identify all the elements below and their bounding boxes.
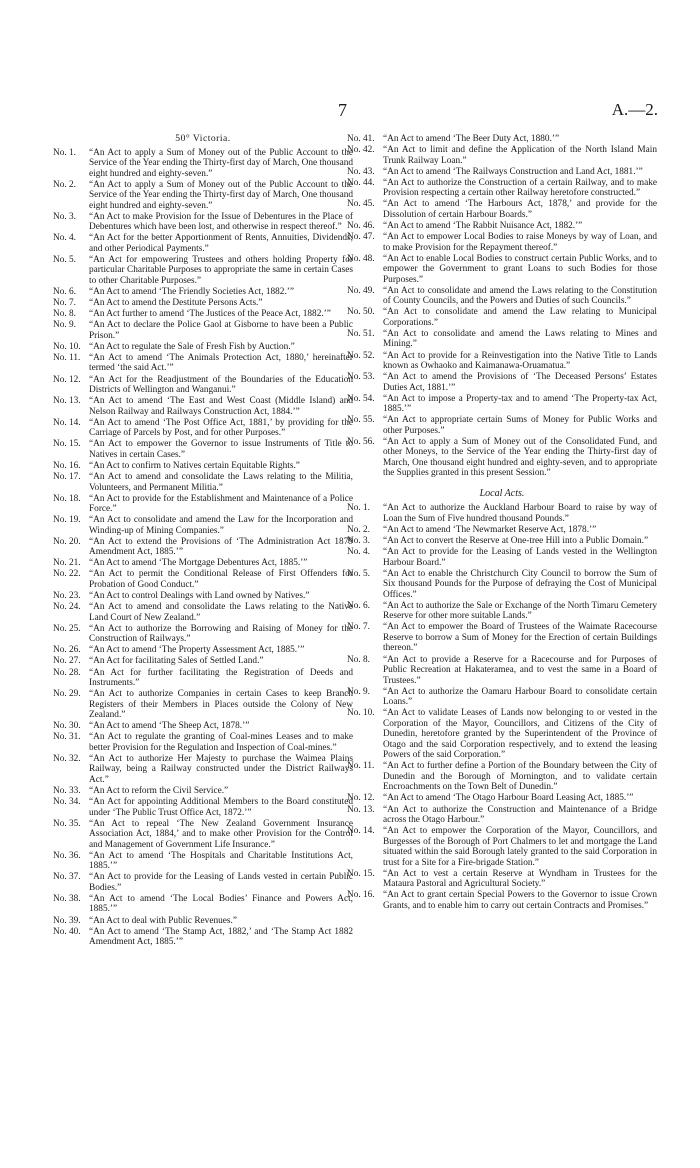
act-title: “An Act to impose a Property-tax and to amend ‘The Property-tax Act, 1885.’” xyxy=(383,393,657,415)
act-number: No. 3. xyxy=(347,536,370,547)
act-entry xyxy=(53,255,353,287)
act-number: No. 10. xyxy=(53,341,81,352)
act-entry xyxy=(53,148,353,180)
act-entry xyxy=(53,819,353,851)
act-entry xyxy=(53,602,353,623)
act-number: No. 35. xyxy=(53,818,81,829)
act-title: “An Act to empower the Board of Trustees of the Waimate Racecourse Reserve to borrow a Sum of Money for the Erection of certain Buildings thereon.” xyxy=(383,622,657,654)
act-number: No. 8. xyxy=(53,309,76,320)
act-title: “An Act to amend ‘The Otago Harbour Board Leasing Act, 1885.’” xyxy=(383,793,634,804)
act-number: No. 37. xyxy=(53,872,81,883)
act-number: No. 5. xyxy=(347,568,370,579)
act-title: “An Act to enable the Christchurch City Council to borrow the Sum of Six thousand Pounds for the Purpose of defraying the Cost of Municipal Offices.” xyxy=(383,568,657,600)
act-entry xyxy=(53,418,353,439)
act-title: “An Act to authorize the Sale or Exchange of the North Timaru Cemetery Reserve for other more suitable Lands.” xyxy=(383,600,657,622)
act-title: “An Act to authorize Her Majesty to purchase the Waimea Plains Railway, being a Railway constructed under the District Railways Act.” xyxy=(89,753,353,785)
right-column xyxy=(347,134,657,912)
act-entry xyxy=(53,797,353,818)
act-number: No. 51. xyxy=(347,328,375,339)
act-entry xyxy=(53,558,353,569)
act-entry xyxy=(53,624,353,645)
act-title: “An Act to apply a Sum of Money out of the Public Account to the Service of the Year ending the Thirty-first day of March, One thousand eight hundred and eighty-seven.” xyxy=(89,179,353,211)
act-number: No. 22. xyxy=(53,569,81,580)
act-number: No. 32. xyxy=(53,753,81,764)
act-title: “An Act to amend ‘The Property Assessment Act, 1885.’” xyxy=(89,645,305,656)
act-entry xyxy=(347,622,657,654)
act-entry xyxy=(347,145,657,166)
act-number: No. 18. xyxy=(53,493,81,504)
act-entry xyxy=(53,537,353,558)
act-title: “An Act to amend ‘The Friendly Societies Act, 1882.’” xyxy=(89,286,294,297)
act-title: “An Act to amend ‘The East and West Coast (Middle Island) and Nelson Railway and Railways Construction Act, 1884.’” xyxy=(89,396,353,417)
act-entry xyxy=(53,721,353,732)
act-entry xyxy=(53,851,353,872)
act-entry xyxy=(347,655,657,687)
act-title: “An Act to amend ‘The Rabbit Nuisance Act, 1882.’” xyxy=(383,220,583,231)
act-entry xyxy=(53,645,353,656)
act-number: No. 7. xyxy=(53,298,76,309)
local-act-list xyxy=(347,503,657,911)
act-entry xyxy=(53,233,353,254)
act-entry xyxy=(347,805,657,826)
act-title: “An Act to make Provision for the Issue of Debentures in the Place of Debentures which have been lost, and otherwise in respect thereof.” xyxy=(89,211,353,233)
act-entry xyxy=(53,439,353,460)
act-title: “An Act to authorize the Auckland Harbour Board to raise by way of Loan the Sum of Five hundred thousand Pounds.” xyxy=(383,503,657,524)
act-title: “An Act to empower the Governor to issue Instruments of Title to Natives in certain Cases.” xyxy=(89,439,353,460)
act-entry xyxy=(53,461,353,472)
act-number: No. 4. xyxy=(347,547,370,558)
act-entry xyxy=(53,515,353,536)
act-entry xyxy=(53,494,353,515)
act-number: No. 40. xyxy=(53,926,81,937)
act-title: “An Act to provide for the Leasing of Lands vested in certain Public Bodies.” xyxy=(89,872,353,893)
act-entry xyxy=(347,351,657,372)
act-number: No. 28. xyxy=(53,667,81,678)
act-title: “An Act for appointing Additional Members to the Board constituted under ‘The Public Trust Office Act, 1872.’” xyxy=(89,797,353,818)
act-title: “An Act to amend ‘The Local Bodies’ Finance and Powers Act, 1885.’” xyxy=(89,893,353,915)
act-entry xyxy=(347,178,657,199)
act-entry xyxy=(53,894,353,915)
act-title: “An Act to amend ‘The Stamp Act, 1882,’ and ‘The Stamp Act 1882 Amendment Act, 1885.’” xyxy=(89,926,353,948)
local-acts-heading: Local Acts. xyxy=(479,487,525,499)
act-entry xyxy=(347,869,657,890)
act-entry xyxy=(53,396,353,417)
act-entry xyxy=(347,199,657,220)
act-entry xyxy=(53,916,353,927)
act-title: “An Act for the Readjustment of the Boundaries of the Education Districts of Wellington and Wanganui.” xyxy=(89,374,353,396)
act-entry xyxy=(347,525,657,536)
act-entry xyxy=(53,569,353,590)
act-number: No. 53. xyxy=(347,372,375,383)
act-entry xyxy=(53,342,353,353)
act-title: “An Act to consolidate and amend the Laws relating to Mines and Mining.” xyxy=(383,328,657,350)
act-number: No. 33. xyxy=(53,786,81,796)
act-entry xyxy=(347,372,657,393)
act-title: “An Act to empower Local Bodies to raise Moneys by way of Loan, and to make Provision for the Repayment thereof.” xyxy=(383,232,657,253)
act-number: No. 24. xyxy=(53,602,81,613)
act-number: No. 29. xyxy=(53,689,81,700)
act-entry xyxy=(347,232,657,253)
act-title: “An Act to regulate the Sale of Fresh Fish by Auction.” xyxy=(89,341,295,352)
act-title: “An Act to amend ‘The Post Office Act, 1881,’ by providing for the Carriage of Parcels by Post, and for other Purposes.” xyxy=(89,417,353,439)
act-title: “An Act to extend the Provisions of ‘The Administration Act 1879 Amendment Act, 1885.’” xyxy=(89,536,353,558)
act-title: “An Act to provide for the Leasing of Lands vested in the Wellington Harbour Board.” xyxy=(383,547,657,568)
act-number: No. 43. xyxy=(347,166,375,177)
act-number: No. 9. xyxy=(347,686,370,697)
act-title: “An Act to empower the Corporation of the Mayor, Councillors, and Burgesses of the Borough of Port Chalmers to let and mortgage the Land situated within the said Borough lately granted to the said Corporation in trust for a Site for a Fire-brigade Station.” xyxy=(383,826,657,868)
act-number: No. 13. xyxy=(53,396,81,407)
act-number: No. 9. xyxy=(53,320,76,331)
act-title: “An Act to regulate the granting of Coal-mines Leases and to make better Provision for the Regulation and Inspection of Coal-mines.” xyxy=(89,732,353,753)
act-number: No. 21. xyxy=(53,558,81,569)
act-number: No. 44. xyxy=(347,177,375,188)
act-entry xyxy=(347,826,657,868)
act-entry xyxy=(53,375,353,396)
act-number: No. 14. xyxy=(53,417,81,428)
act-number: No. 46. xyxy=(347,220,375,231)
act-title: “An Act to authorize the Borrowing and Raising of Money for the Construction of Railways.” xyxy=(89,623,353,645)
left-column xyxy=(53,134,353,948)
act-title: “An Act to grant certain Special Powers to the Governor to issue Crown Grants, and to enable him to carry out certain Contracts and Promises.” xyxy=(383,890,657,911)
act-title: “An Act to amend ‘The Mortgage Debentures Act, 1885.’” xyxy=(89,558,308,569)
act-title: “An Act to permit the Conditional Release of First Offenders for Probation of Good Conduct.” xyxy=(89,569,353,590)
act-entry xyxy=(347,286,657,307)
act-entry xyxy=(53,656,353,667)
act-entry xyxy=(53,872,353,893)
act-number: No. 6. xyxy=(53,286,76,297)
act-entry xyxy=(347,254,657,286)
act-entry xyxy=(347,569,657,601)
act-number: No. 47. xyxy=(347,232,375,243)
act-entry xyxy=(53,298,353,309)
act-title: “An Act further to amend ‘The Justices of the Peace Act, 1882.’” xyxy=(89,309,331,320)
act-title: “An Act to apply a Sum of Money out of the Public Account to the Service of the Year ending the Thirty-first day of March, One thousand eight hundred and eighty-seven.” xyxy=(89,147,353,179)
act-title: “An Act for further facilitating the Registration of Deeds and Instruments.” xyxy=(89,667,353,689)
act-entry xyxy=(347,415,657,436)
act-number: No. 4. xyxy=(53,233,76,244)
page-number: 7 xyxy=(338,100,347,120)
act-entry xyxy=(53,668,353,689)
act-title: “An Act to provide for the Establishment and Maintenance of a Police Force.” xyxy=(89,493,353,515)
act-number: No. 10. xyxy=(347,708,375,719)
act-title: “An Act to amend ‘The Animals Protection Act, 1880,’ hereinafter termed ‘the said Act.’” xyxy=(89,352,353,374)
act-number: No. 50. xyxy=(347,307,375,318)
act-entry xyxy=(347,134,657,145)
act-title: “An Act to amend ‘The Newmarket Reserve Act, 1878.’” xyxy=(383,525,597,535)
act-title: “An Act for the better Apportionment of Rents, Annuities, Dividends, and other Periodical Payments.” xyxy=(89,233,353,254)
act-number: No. 31. xyxy=(53,732,81,743)
act-number: No. 12. xyxy=(347,793,375,804)
act-title: “An Act to enable Local Bodies to construct certain Public Works, and to empower the Government to grant Loans to such Bodies for those Purposes.” xyxy=(383,253,657,285)
act-title: “An Act to amend ‘The Beer Duty Act, 1880.’” xyxy=(383,134,560,144)
act-number: No. 49. xyxy=(347,285,375,296)
act-title: “An Act to consolidate and amend the Law relating to Municipal Corporations.” xyxy=(383,307,657,328)
act-entry xyxy=(347,307,657,328)
act-title: “An Act to provide a Reserve for a Racecourse and for Purposes of Public Recreation at Hakateramea, and to vest the same in a Board of Trustees.” xyxy=(383,654,657,686)
act-entry xyxy=(347,761,657,793)
act-entry xyxy=(347,601,657,622)
act-entry xyxy=(347,547,657,568)
act-list-right xyxy=(347,134,657,479)
act-title: “An Act to validate Leases of Lands now belonging to or vested in the Corporation of the Mayor, Councillors, and Citizens of the City of Dunedin, heretofore granted by the Superintendent of the Province of Otago and the said Corporation respectively, and to extend the leasing Powers of the said Corporation.” xyxy=(383,708,657,761)
act-number: No. 41. xyxy=(347,134,375,144)
act-entry xyxy=(347,167,657,178)
act-number: No. 3. xyxy=(53,211,76,222)
act-title: “An Act to further define a Portion of the Boundary between the City of Dunedin and the Borough of Mornington, and to validate certain Encroachments on the Town Belt of Dunedin.” xyxy=(383,761,657,793)
act-number: No. 2. xyxy=(347,525,370,535)
act-entry xyxy=(53,309,353,320)
act-entry xyxy=(347,503,657,524)
act-number: No. 2. xyxy=(53,179,76,190)
act-number: No. 19. xyxy=(53,515,81,526)
act-title: “An Act to convert the Reserve at One-tree Hill into a Public Domain.” xyxy=(383,536,649,547)
act-entry xyxy=(53,472,353,493)
act-number: No. 11. xyxy=(53,352,81,363)
act-title: “An Act to provide for a Reinvestigation into the Native Title to Lands known as Owhaoko and Kaimanawa-Oruamatua.” xyxy=(383,350,657,372)
act-number: No. 25. xyxy=(53,623,81,634)
act-title: “An Act to repeal ‘The New Zealand Government Insurance Association Act, 1884,’ and to make other Provision for the Control and Management of Government Life Insurance.” xyxy=(89,818,353,850)
act-number: No. 20. xyxy=(53,536,81,547)
act-title: “An Act to amend ‘The Harbours Act, 1878,’ and provide for the Dissolution of certain Harbour Boards.” xyxy=(383,199,657,220)
act-title: “An Act to amend ‘The Hospitals and Charitable Institutions Act, 1885.’” xyxy=(89,850,353,872)
act-entry xyxy=(347,394,657,415)
act-title: “An Act to consolidate and amend the Law for the Incorporation and Winding-up of Mining Companies.” xyxy=(89,515,353,536)
act-title: “An Act to appropriate certain Sums of Money for Public Works and other Purposes.” xyxy=(383,415,657,436)
act-number: No. 27. xyxy=(53,656,81,667)
act-number: No. 7. xyxy=(347,622,370,633)
act-title: “An Act to limit and define the Application of the North Island Main Trunk Railway Loan.” xyxy=(383,145,657,166)
act-number: No. 45. xyxy=(347,199,375,210)
act-number: No. 56. xyxy=(347,436,375,447)
act-entry xyxy=(347,687,657,708)
act-title: “An Act to declare the Police Gaol at Gisborne to have been a Public Prison.” xyxy=(89,320,353,341)
act-number: No. 8. xyxy=(347,654,370,665)
act-title: “An Act to amend and consolidate the Laws relating to the Militia, Volunteers, and Permanent Militia.” xyxy=(89,472,353,493)
page-header xyxy=(0,100,700,126)
act-number: No. 30. xyxy=(53,721,81,732)
act-entry xyxy=(347,437,657,479)
act-title: “An Act to authorize the Construction of a certain Railway, and to make Provision respecting a certain other Railway heretofore constructed.” xyxy=(383,177,657,199)
act-number: No. 15. xyxy=(347,868,375,879)
act-entry xyxy=(53,689,353,721)
act-title: “An Act to vest a certain Reserve at Wyndham in Trustees for the Mataura Pastoral and Agricultural Society.” xyxy=(383,868,657,890)
act-number: No. 17. xyxy=(53,472,81,482)
act-number: No. 48. xyxy=(347,253,375,264)
act-title: “An Act to authorize Companies in certain Cases to keep Branch Registers of their Members in Places outside the Colony of New Zealand.” xyxy=(89,689,353,721)
act-title: “An Act to deal with Public Revenues.” xyxy=(89,915,237,926)
act-number: No. 34. xyxy=(53,797,81,808)
act-entry xyxy=(53,353,353,374)
act-title: “An Act to reform the Civil Service.” xyxy=(89,786,229,796)
act-number: No. 39. xyxy=(53,915,81,926)
document-reference: A.—2. xyxy=(611,100,658,119)
act-number: No. 14. xyxy=(347,826,375,837)
act-number: No. 1. xyxy=(347,503,370,514)
act-number: No. 26. xyxy=(53,645,81,656)
act-entry xyxy=(53,732,353,753)
act-title: “An Act to apply a Sum of Money out of the Consolidated Fund, and other Moneys, to the Service of the Year ending the Thirty-first day of March, One thousand eight hundred and eighty-seven, and to appropriate the Supplies granted in this present Session.” xyxy=(383,436,657,479)
act-number: No. 38. xyxy=(53,893,81,904)
act-title: “An Act to amend the Destitute Persons Acts.” xyxy=(89,298,263,309)
act-entry xyxy=(53,591,353,602)
act-title: “An Act to amend the Provisions of ‘The Deceased Persons’ Estates Duties Act, 1881.’” xyxy=(383,372,657,393)
act-entry xyxy=(53,786,353,797)
act-title: “An Act to authorize the Construction and Maintenance of a Bridge across the Otago Harbour.” xyxy=(383,804,657,826)
act-entry xyxy=(53,287,353,298)
act-title: “An Act for empowering Trustees and others holding Property for particular Charitable Purposes to appropriate the same in certain Cases to other Charitable Purposes.” xyxy=(89,254,353,286)
act-title: “An Act for facilitating Sales of Settled Land.” xyxy=(89,656,264,667)
act-entry xyxy=(347,329,657,350)
act-entry xyxy=(347,536,657,547)
act-number: No. 55. xyxy=(347,415,375,426)
act-title: “An Act to amend ‘The Sheep Act, 1878.’” xyxy=(89,721,250,732)
act-entry xyxy=(53,754,353,786)
act-number: No. 36. xyxy=(53,850,81,861)
act-number: No. 23. xyxy=(53,591,81,602)
act-title: “An Act to amend and consolidate the Laws relating to the Native Land Court of New Zealand.” xyxy=(89,602,353,623)
act-number: No. 52. xyxy=(347,350,375,361)
act-entry xyxy=(347,221,657,232)
act-title: “An Act to control Dealings with Land owned by Natives.” xyxy=(89,591,310,602)
act-entry xyxy=(53,320,353,341)
act-title: “An Act to confirm to Natives certain Equitable Rights.” xyxy=(89,460,300,471)
act-number: No. 42. xyxy=(347,145,375,156)
act-number: No. 16. xyxy=(53,460,81,471)
act-list-left xyxy=(53,148,353,948)
act-title: “An Act to authorize the Oamaru Harbour Board to consolidate certain Loans.” xyxy=(383,686,657,708)
section-title: 50° Victoria. xyxy=(175,133,231,144)
act-entry xyxy=(53,180,353,212)
act-number: No. 54. xyxy=(347,393,375,404)
act-number: No. 6. xyxy=(347,600,370,611)
act-title: “An Act to consolidate and amend the Laws relating to the Constitution of County Councils, and the Powers and Duties of such Councils.” xyxy=(383,285,657,307)
act-number: No. 15. xyxy=(53,439,81,450)
act-entry xyxy=(347,793,657,804)
act-number: No. 11. xyxy=(347,761,375,772)
act-number: No. 16. xyxy=(347,890,375,901)
act-entry xyxy=(347,708,657,761)
act-entry xyxy=(53,212,353,233)
act-number: No. 5. xyxy=(53,254,76,265)
act-number: No. 13. xyxy=(347,804,375,815)
act-entry xyxy=(53,927,353,948)
act-entry xyxy=(347,890,657,911)
act-title: “An Act to amend ‘The Railways Construction and Land Act, 1881.’” xyxy=(383,166,643,177)
act-number: No. 1. xyxy=(53,147,76,158)
act-number: No. 12. xyxy=(53,374,81,385)
